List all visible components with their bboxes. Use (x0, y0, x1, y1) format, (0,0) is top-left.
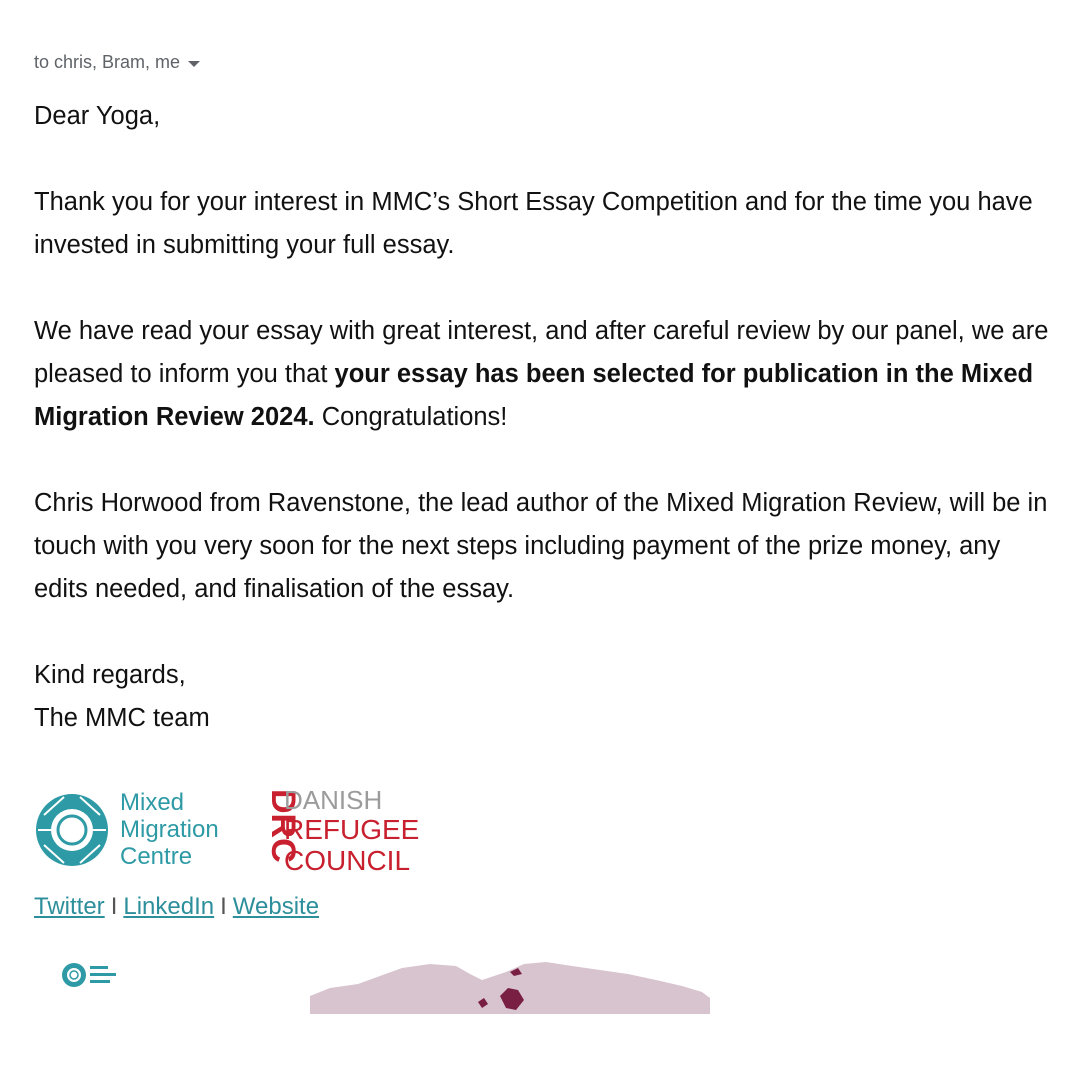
recipients-text: to chris, Bram, me (34, 52, 181, 72)
mmc-logo-icon (36, 794, 108, 866)
greeting: Dear Yoga, (34, 102, 161, 130)
drc-logo-line2: REFUGEE (284, 814, 420, 845)
signature-logos (34, 785, 454, 875)
drc-logo-line1: DANISH (284, 785, 383, 815)
signature-links (34, 893, 319, 921)
mmc-logo-line3: Centre (120, 843, 193, 870)
website-link[interactable]: Website (232, 893, 320, 920)
paragraph-thanks: Thank you for your interest in MMC’s Short Essay Competition and for the time you have invested in submitting your full essay. (34, 188, 1033, 259)
mmc-logo-line2: Migration (120, 816, 219, 843)
selection-highlight: your essay has been selected for publication in the Mixed Migration Review 2024. (34, 360, 1034, 431)
linkedin-link[interactable]: LinkedIn (123, 893, 215, 920)
cutoff-text-fragment (34, 0, 43, 16)
link-separator: I (110, 893, 118, 920)
paragraph-selection (34, 310, 1054, 439)
drc-logo-letters: DRC (264, 789, 302, 863)
chevron-down-icon[interactable] (188, 61, 200, 67)
mmc-logo-line1: Mixed (120, 789, 185, 816)
recipients-line[interactable] (34, 52, 200, 73)
link-separator: I (220, 893, 227, 920)
twitter-link[interactable]: Twitter (34, 893, 105, 920)
mmc-banner-logo-icon (60, 958, 150, 992)
paragraph-selection-end: Congratulations! (314, 403, 508, 431)
signoff: Kind regards, (34, 661, 186, 689)
world-map-banner-icon (310, 958, 710, 1014)
paragraph-next-steps: Chris Horwood from Ravenstone, the lead author of the Mixed Migration Review, will be in touch with you very soon for the next steps including payment of the prize money, any edits needed, and finalisation of the essay. (34, 489, 1048, 603)
drc-logo-line3: COUNCIL (284, 845, 411, 875)
previous-content-cutoff (0, 0, 1080, 46)
email-body (34, 95, 1054, 740)
signature: The MMC team (34, 704, 210, 732)
paragraph-selection-start: We have read your essay with great interest, and after careful review by our panel, we are pleased to inform you that (34, 317, 1049, 388)
